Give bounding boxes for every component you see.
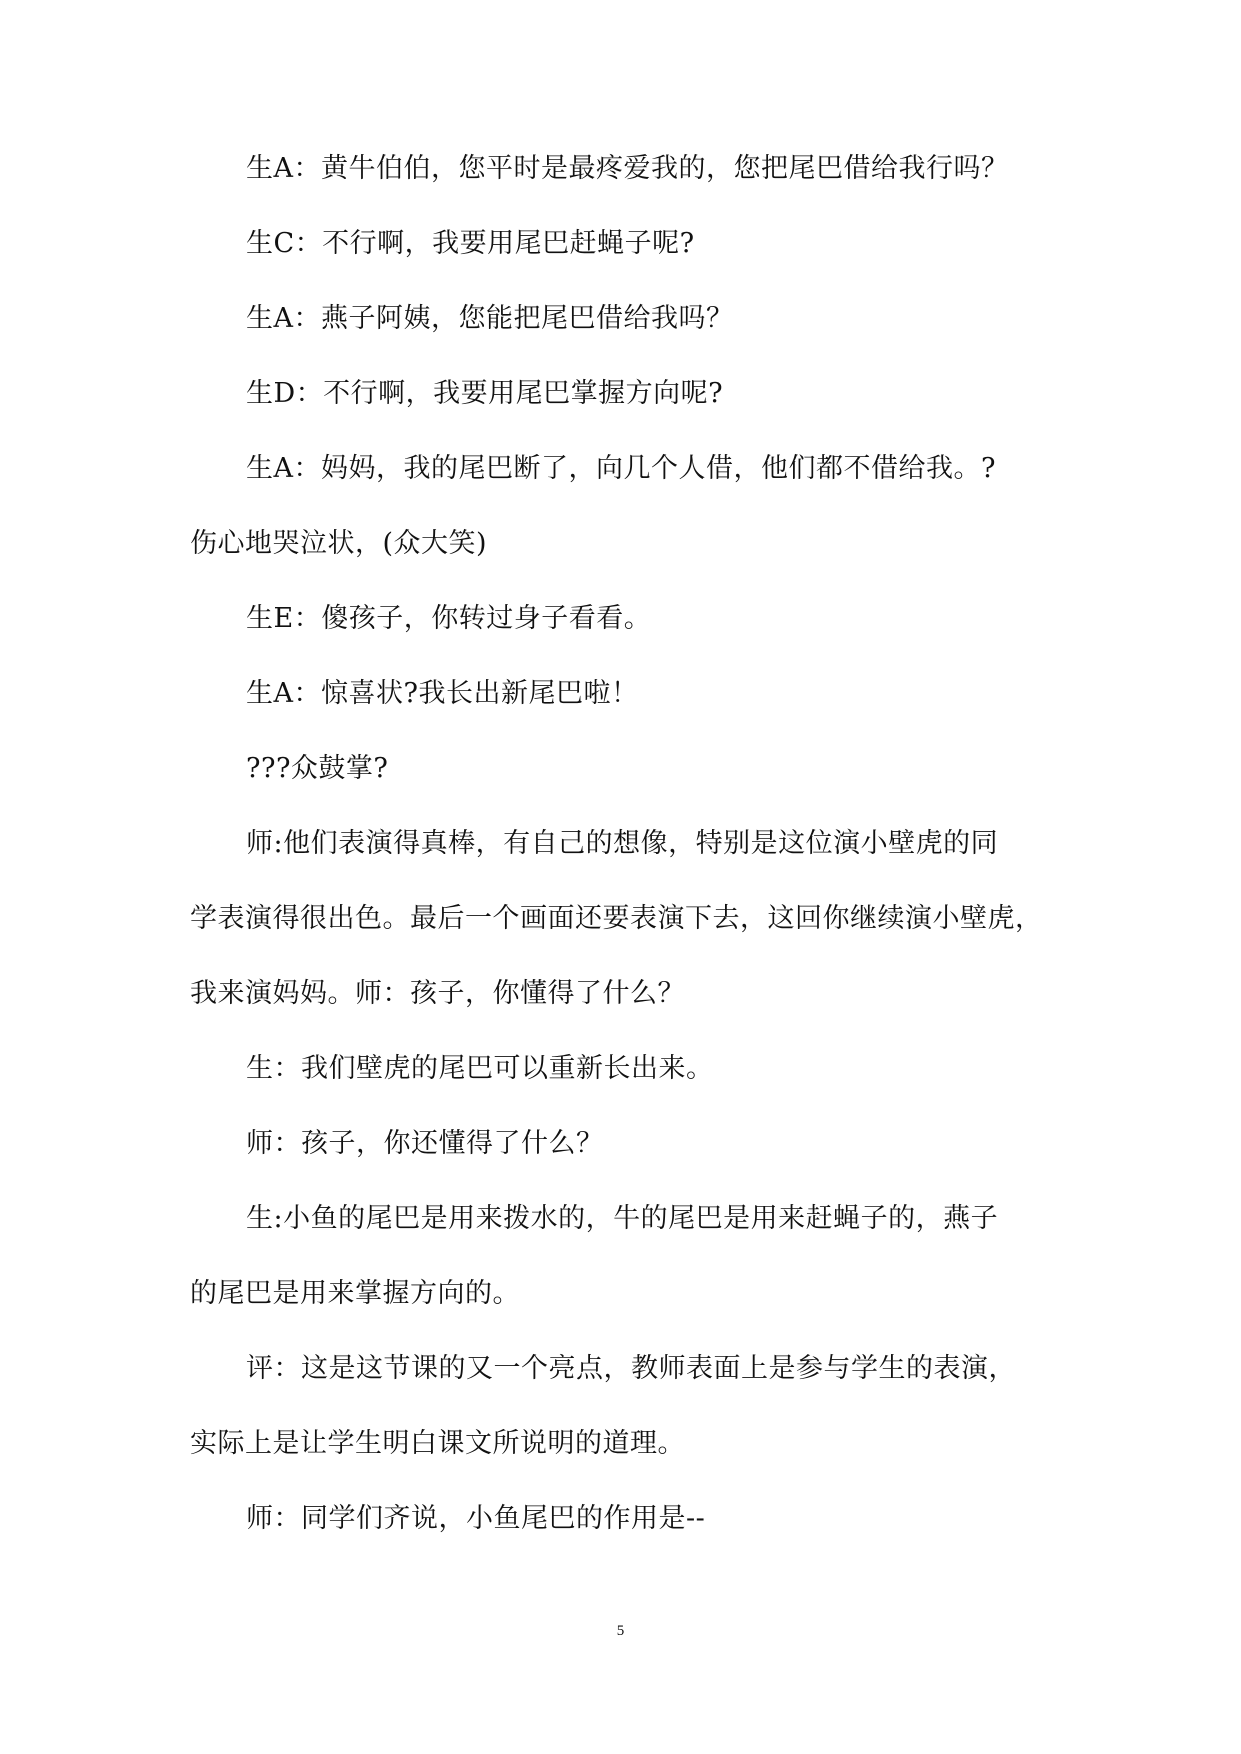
paragraph-line: 生C：不行啊，我要用尾巴赶蝇子呢? [246, 228, 695, 259]
paragraph-line: 生A：黄牛伯伯，您平时是最疼爱我的，您把尾巴借给我行吗？ [246, 153, 1009, 184]
paragraph-line: 师：同学们齐说，小鱼尾巴的作用是-- [246, 1503, 706, 1534]
paragraph-line: 生D：不行啊，我要用尾巴掌握方向呢? [246, 378, 724, 409]
paragraph-line: 生A：燕子阿姨，您能把尾巴借给我吗？ [246, 303, 734, 334]
paragraph-line: 生E：傻孩子，你转过身子看看。 [246, 603, 652, 634]
paragraph-line: 学表演得很出色。最后一个画面还要表演下去，这回你继续演小壁虎， [190, 903, 1043, 934]
paragraph-line: 师:他们表演得真棒，有自己的想像，特别是这位演小壁虎的同 [246, 828, 999, 859]
paragraph-line: ???众鼓掌? [246, 753, 389, 784]
page-number: 5 [616, 1623, 625, 1639]
paragraph-line: 生A：惊喜状?我长出新尾巴啦！ [246, 678, 639, 709]
paragraph-line: 评：这是这节课的又一个亮点，教师表面上是参与学生的表演， [246, 1353, 1016, 1384]
paragraph-line: 实际上是让学生明白课文所说明的道理。 [190, 1428, 685, 1459]
paragraph-line: 师：孩子，你还懂得了什么？ [246, 1128, 604, 1159]
paragraph-line: 伤心地哭泣状，(众大笑) [190, 528, 488, 559]
paragraph-line: 生:小鱼的尾巴是用来拨水的，牛的尾巴是用来赶蝇子的，燕子 [246, 1203, 999, 1234]
paragraph-line: 生：我们壁虎的尾巴可以重新长出来。 [246, 1053, 714, 1084]
paragraph-line: 我来演妈妈。师：孩子，你懂得了什么？ [190, 978, 685, 1009]
paragraph-line: 的尾巴是用来掌握方向的。 [190, 1278, 520, 1309]
paragraph-line: 生A：妈妈，我的尾巴断了，向几个人借，他们都不借给我。? [246, 453, 996, 484]
